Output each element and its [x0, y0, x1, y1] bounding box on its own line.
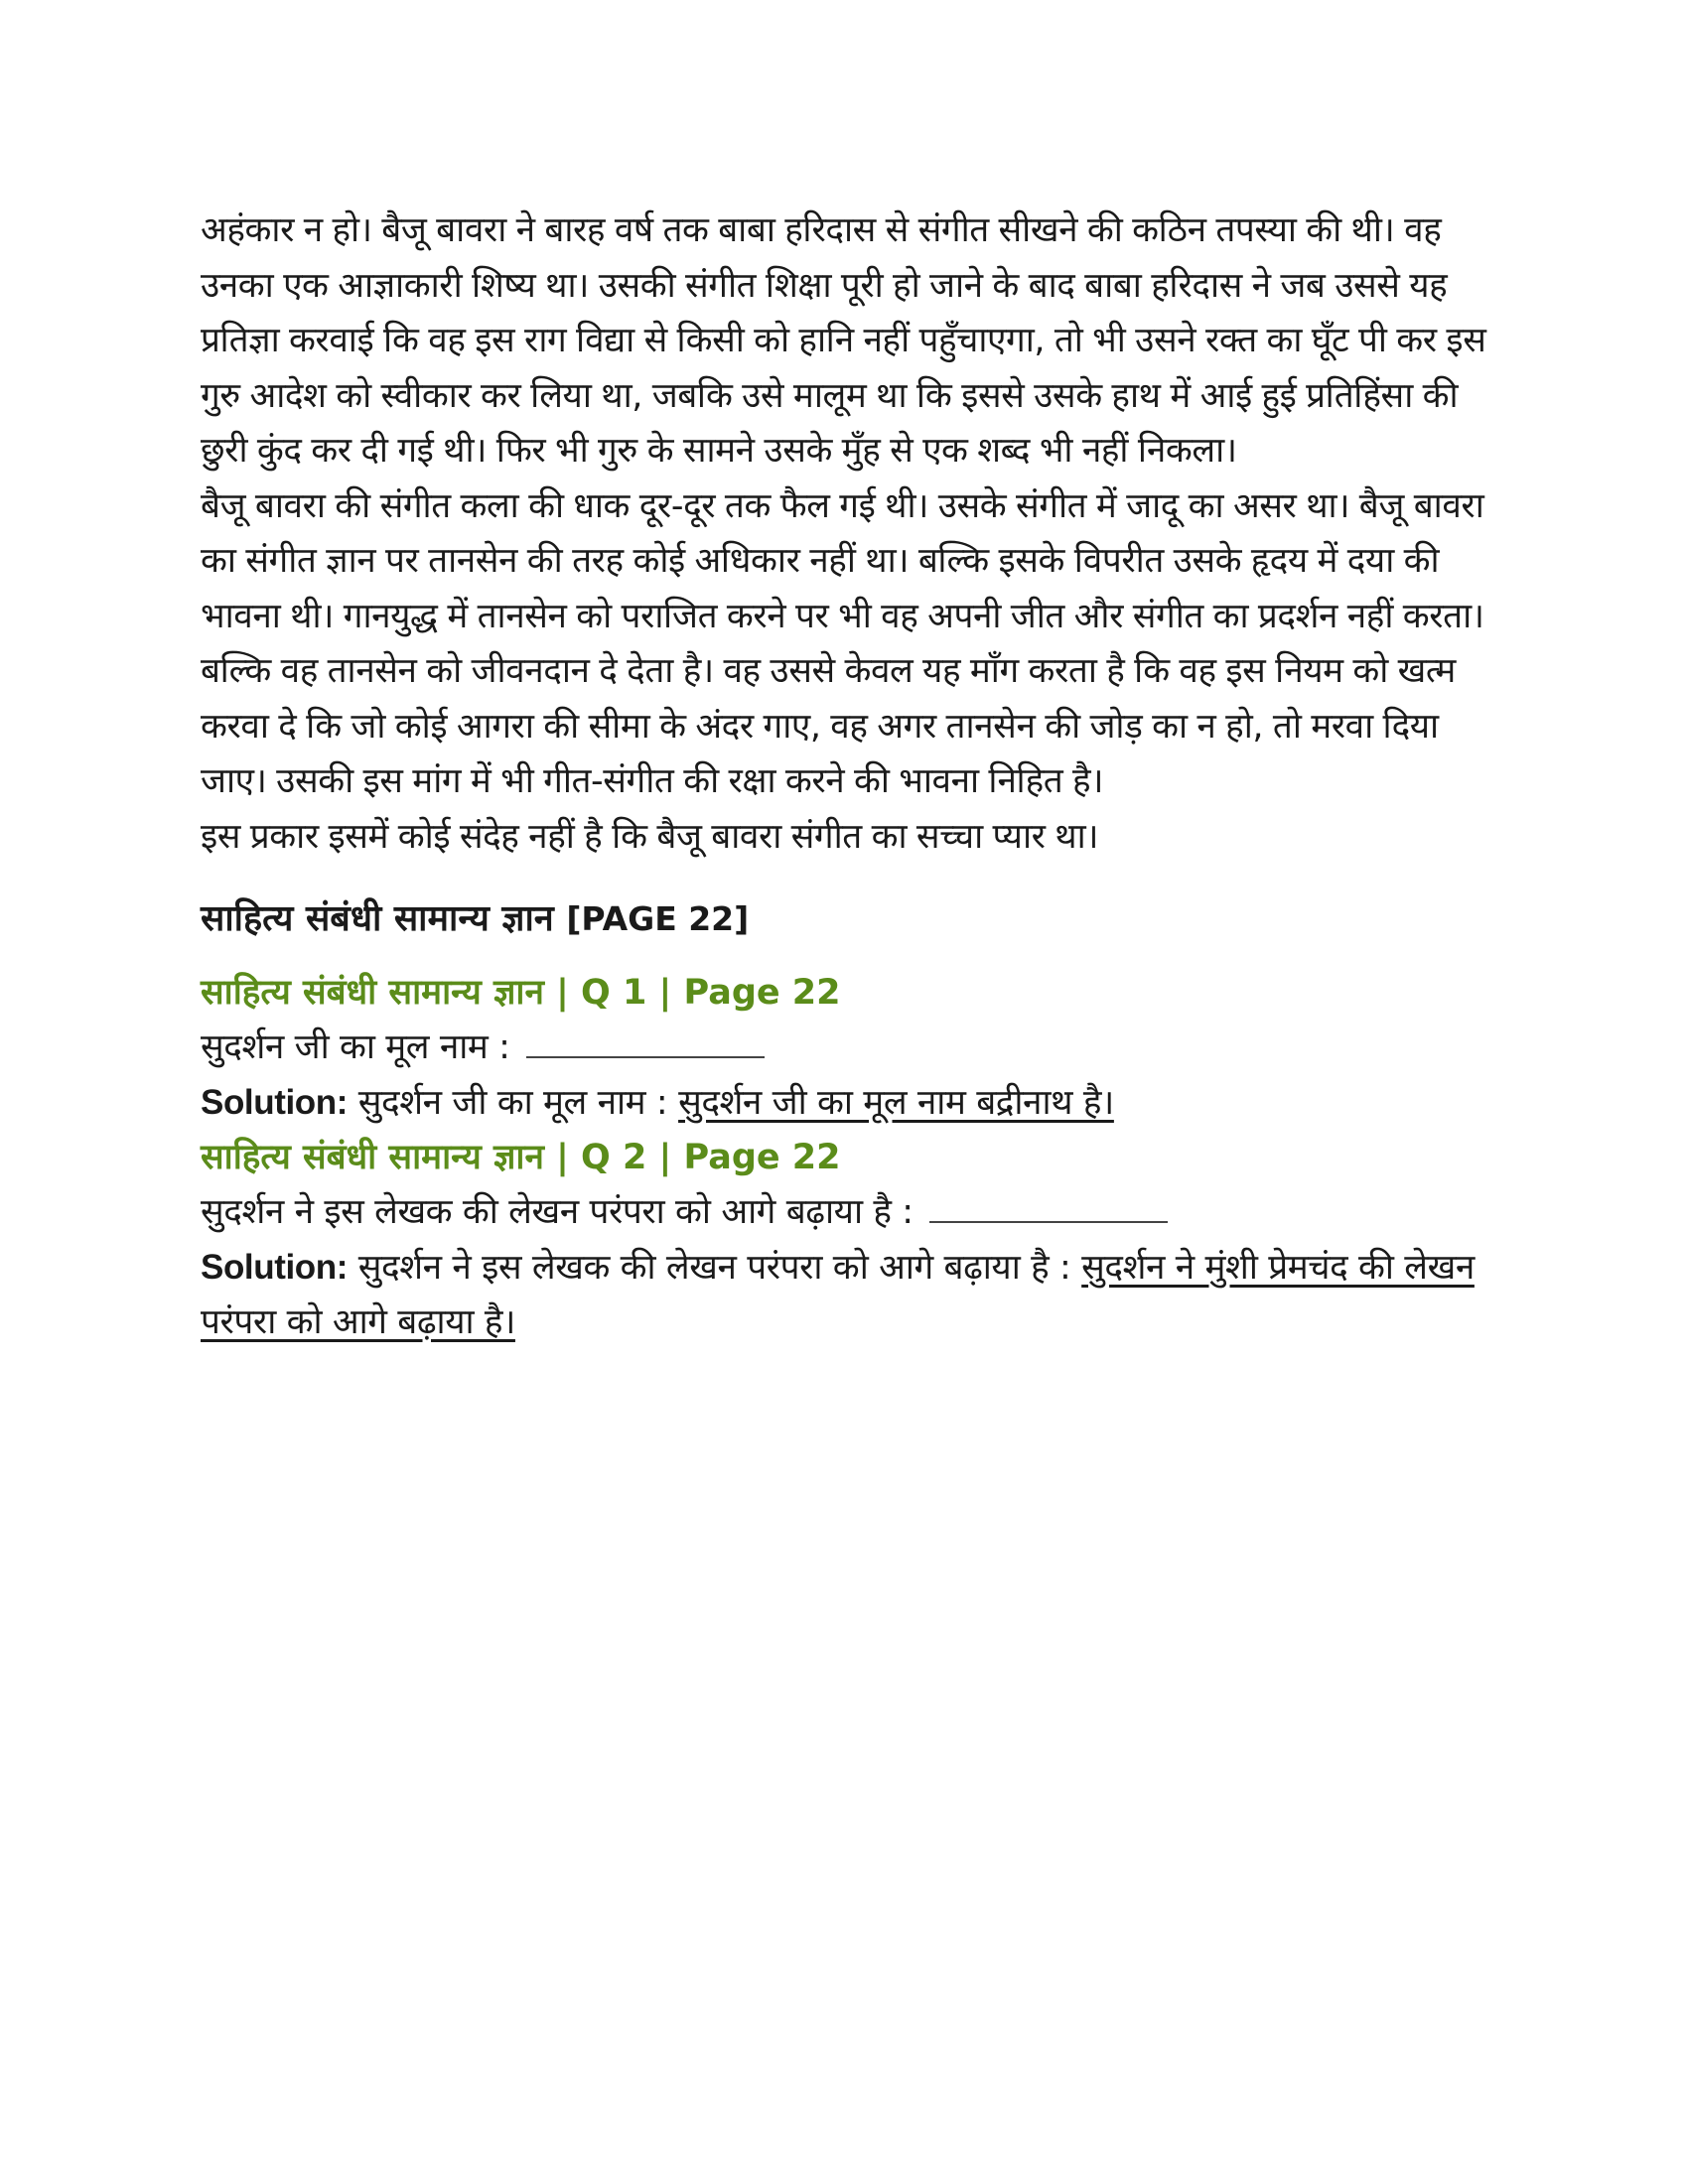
question-block-2	[201, 1131, 1511, 1350]
solution-line	[201, 1240, 1511, 1350]
solution-answer: सुदर्शन ने मुंशी प्रेमचंद की लेखन परंपरा को आगे बढ़ाया है।	[201, 1248, 1475, 1342]
solution-prefix: सुदर्शन ने इस लेखक की लेखन परंपरा को आगे बढ़ाया है :	[357, 1248, 1071, 1288]
body-paragraph-1: अहंकार न हो। बैजू बावरा ने बारह वर्ष तक बाबा हरिदास से संगीत सीखने की कठिन तपस्या की थी। वह उनका एक आज्ञाकारी शिष्य था। उसकी संगीत शिक्षा पूरी हो जाने के बाद बाबा हरिदास ने जब उससे यह प्रतिज्ञा करवाई कि वह इस राग विद्या से किसी को हानि नहीं पहुँचाएगा, तो भी उसने रक्त का घूँट पी कर इस गुरु आदेश को स्वीकार कर लिया था, जबकि उसे मालूम था कि इससे उसके हाथ में आई हुई प्रतिहिंसा की छुरी कुंद कर दी गई थी। फिर भी गुरु के सामने उसके मुँह से एक शब्द भी नहीं निकला।	[201, 210, 1486, 471]
solution-answer: सुदर्शन जी का मूल नाम बद्रीनाथ है।	[678, 1083, 1114, 1123]
body-paragraph-3: इस प्रकार इसमें कोई संदेह नहीं है कि बैजू बावरा संगीत का सच्चा प्यार था।	[201, 816, 1099, 857]
question-block-1	[201, 966, 1511, 1131]
solution-line	[201, 1075, 1511, 1131]
question-text	[201, 1021, 1511, 1075]
answer-blank	[929, 1221, 1168, 1223]
document-page	[201, 204, 1511, 1350]
question-heading: साहित्य संबंधी सामान्य ज्ञान | Q 1 | Page 22	[201, 973, 841, 1013]
answer-blank	[526, 1056, 765, 1058]
question-text	[201, 1185, 1511, 1240]
section-page-tag: [PAGE 22]	[566, 899, 750, 938]
solution-label: Solution:	[201, 1083, 349, 1122]
question-prompt: सुदर्शन जी का मूल नाम :	[201, 1027, 510, 1067]
section-heading	[201, 894, 1511, 944]
section-title: साहित्य संबंधी सामान्य ज्ञान	[201, 898, 554, 939]
body-paragraph-2: बैजू बावरा की संगीत कला की धाक दूर-दूर तक फैल गई थी। उसके संगीत में जादू का असर था। बैजू बावरा का संगीत ज्ञान पर तानसेन की तरह कोई अधिकार नहीं था। बल्कि इसके विपरीत उसके हृदय में दया की भावना थी। गानयुद्ध में तानसेन को पराजित करने पर भी वह अपनी जीत और संगीत का प्रदर्शन नहीं करता। बल्कि वह तानसेन को जीवनदान दे देता है। वह उससे केवल यह माँग करता है कि वह इस नियम को खत्म करवा दे कि जो कोई आगरा की सीमा के अंदर गाए, वह अगर तानसेन की जोड़ का न हो, तो मरवा दिया जाए। उसकी इस मांग में भी गीत-संगीत की रक्षा करने की भावना निहित है।	[201, 485, 1484, 801]
question-heading: साहित्य संबंधी सामान्य ज्ञान | Q 2 | Page 22	[201, 1138, 841, 1177]
question-prompt: सुदर्शन ने इस लेखक की लेखन परंपरा को आगे बढ़ाया है :	[201, 1192, 914, 1232]
solution-label: Solution:	[201, 1248, 349, 1287]
solution-prefix: सुदर्शन जी का मूल नाम :	[357, 1083, 668, 1123]
